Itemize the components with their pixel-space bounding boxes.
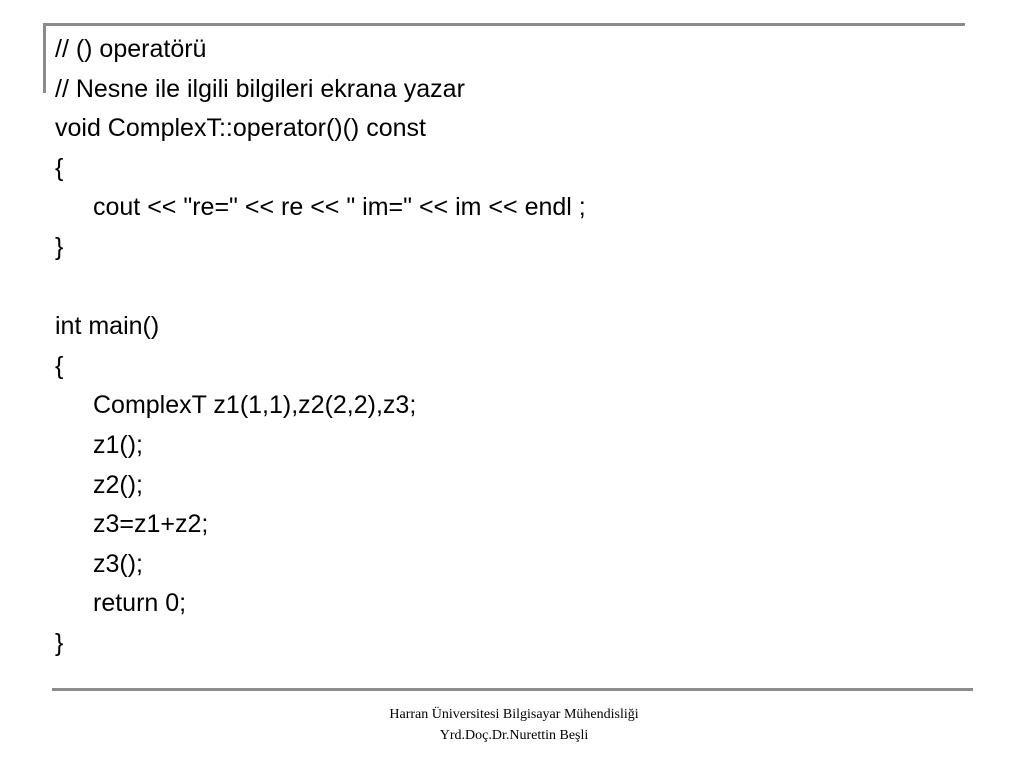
code-line-call-z3: z3(); bbox=[93, 549, 143, 578]
code-line-return: return 0; bbox=[93, 589, 187, 618]
code-line-function-signature: void ComplexT::operator()() const bbox=[55, 114, 426, 143]
code-line-close-brace: } bbox=[55, 232, 64, 261]
code-line-comment-operator: // () operatörü bbox=[55, 35, 207, 63]
code-line-main-close-brace: } bbox=[55, 628, 64, 657]
bottom-rule bbox=[52, 688, 973, 691]
code-line-declaration: ComplexT z1(1,1),z2(2,2),z3; bbox=[93, 391, 417, 420]
code-line-cout: cout << "re=" << re << " im=" << im << endl ; bbox=[93, 193, 586, 222]
code-line-assign-z3: z3=z1+z2; bbox=[93, 510, 209, 539]
code-line-blank bbox=[55, 268, 586, 308]
code-line-call-z2: z2(); bbox=[93, 470, 143, 499]
footer-author: Yrd.Doç.Dr.Nurettin Beşli bbox=[439, 728, 589, 743]
code-line-open-brace: { bbox=[55, 153, 64, 182]
code-line-main-signature: int main() bbox=[55, 312, 160, 341]
top-rule bbox=[43, 23, 965, 26]
code-block bbox=[55, 30, 586, 664]
code-line-call-z1: z1(); bbox=[93, 430, 143, 459]
left-rule bbox=[43, 23, 46, 93]
footer-institution: Harran Üniversitesi Bilgisayar Mühendisliği bbox=[389, 707, 639, 722]
code-line-main-open-brace: { bbox=[55, 351, 64, 380]
code-line-comment-description: // Nesne ile ilgili bilgileri ekrana yazar bbox=[55, 74, 465, 103]
